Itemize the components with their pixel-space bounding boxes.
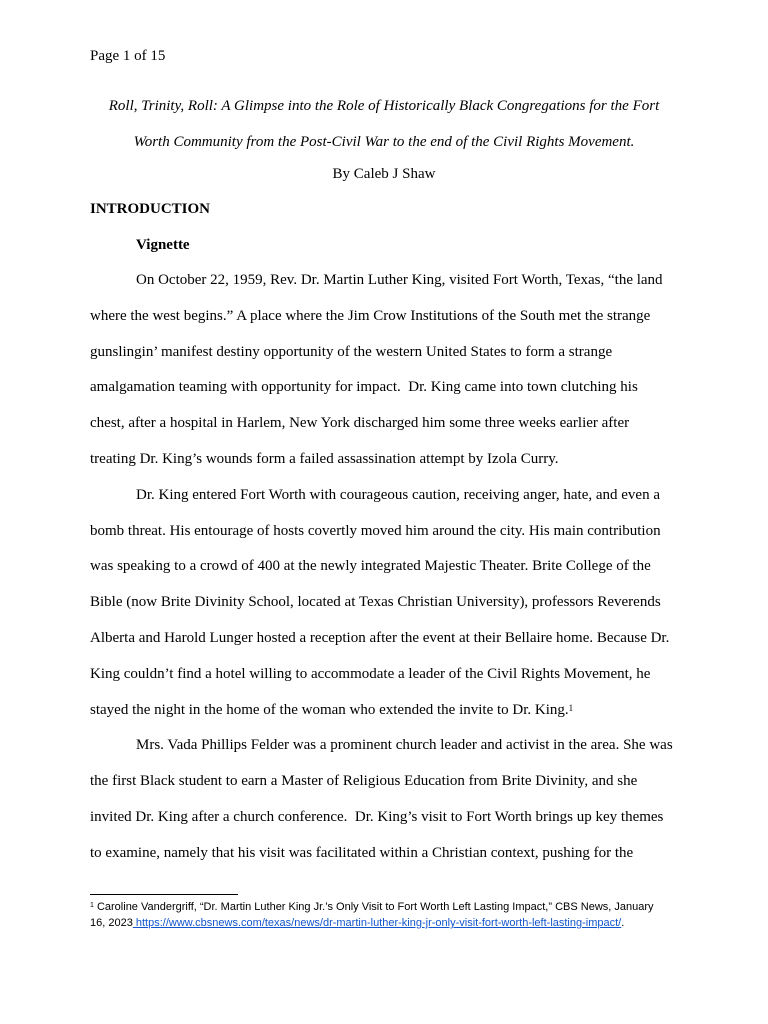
footnote-reference[interactable]: 1 [568, 702, 574, 713]
body-line: was speaking to a crowd of 400 at the newly integrated Majestic Theater. Brite College of the [90, 558, 651, 575]
body-line [90, 693, 680, 729]
body-line: gunslingin’ manifest destiny opportunity of the western United States to form a strange [90, 343, 613, 360]
body-line: chest, after a hospital in Harlem, New York discharged him some three weeks earlier after [90, 415, 630, 432]
footnote [90, 899, 680, 931]
body-line: where the west begins.” A place where the Jim Crow Institutions of the South met the strange [90, 307, 651, 324]
footnote-separator [90, 894, 238, 895]
body-line: Alberta and Harold Lunger hosted a reception after the event at their Bellaire home. Because Dr. [90, 629, 670, 646]
footnote-link[interactable]: https://www.cbsnews.com/texas/news/dr-martin-luther-king-jr-only-visit-fort-worth-left-lasting-impact/ [132, 917, 622, 929]
body-line: to examine, namely that his visit was facilitated within a Christian context, pushing for the [90, 844, 634, 861]
body-line: Mrs. Vada Phillips Felder was a prominent church leader and activist in the area. She was [136, 737, 673, 754]
footnote-suffix: . [621, 917, 625, 929]
title-line: Roll, Trinity, Roll: A Glimpse into the Role of Historically Black Congregations for the Fort [108, 98, 660, 114]
author-byline: By Caleb J Shaw [332, 166, 436, 182]
body-line: the first Black student to earn a Master of Religious Education from Brite Divinity, and she [90, 773, 638, 790]
footnote-citation: Caroline Vandergriff, “Dr. Martin Luther King Jr.’s Only Visit to Fort Worth Left Lasting Impact,” CBS News, January [93, 901, 654, 913]
body-line: bomb threat. His entourage of hosts covertly moved him around the city. His main contribution [90, 522, 661, 539]
body-text [90, 263, 680, 872]
body-line-text: stayed the night in the home of the woman who extended the invite to Dr. King. [90, 701, 569, 718]
body-line: treating Dr. King’s wounds form a failed assassination attempt by Izola Curry. [90, 450, 559, 467]
footnote-line [90, 915, 680, 931]
footnote-line [90, 899, 680, 915]
footnote-date: 16, 2023 [90, 917, 133, 929]
subsection-heading: Vignette [136, 237, 190, 253]
body-line: Dr. King entered Fort Worth with courageous caution, receiving anger, hate, and even a [136, 486, 660, 503]
body-line: invited Dr. King after a church conference. Dr. King’s visit to Fort Worth brings up key themes [90, 808, 664, 825]
document-title [90, 88, 678, 160]
body-line: Bible (now Brite Divinity School, located at Texas Christian University), professors Reverends [90, 594, 661, 611]
footnote-number: 1 [90, 902, 94, 909]
body-line: amalgamation teaming with opportunity for impact. Dr. King came into town clutching his [90, 379, 638, 396]
title-line: Worth Community from the Post-Civil War to the end of the Civil Rights Movement. [133, 134, 635, 150]
page-number: Page 1 of 15 [90, 48, 166, 64]
section-heading: INTRODUCTION [90, 201, 211, 217]
body-line: On October 22, 1959, Rev. Dr. Martin Luther King, visited Fort Worth, Texas, “the land [136, 272, 663, 288]
body-line: King couldn’t find a hotel willing to accommodate a leader of the Civil Rights Movement, he [90, 665, 651, 682]
